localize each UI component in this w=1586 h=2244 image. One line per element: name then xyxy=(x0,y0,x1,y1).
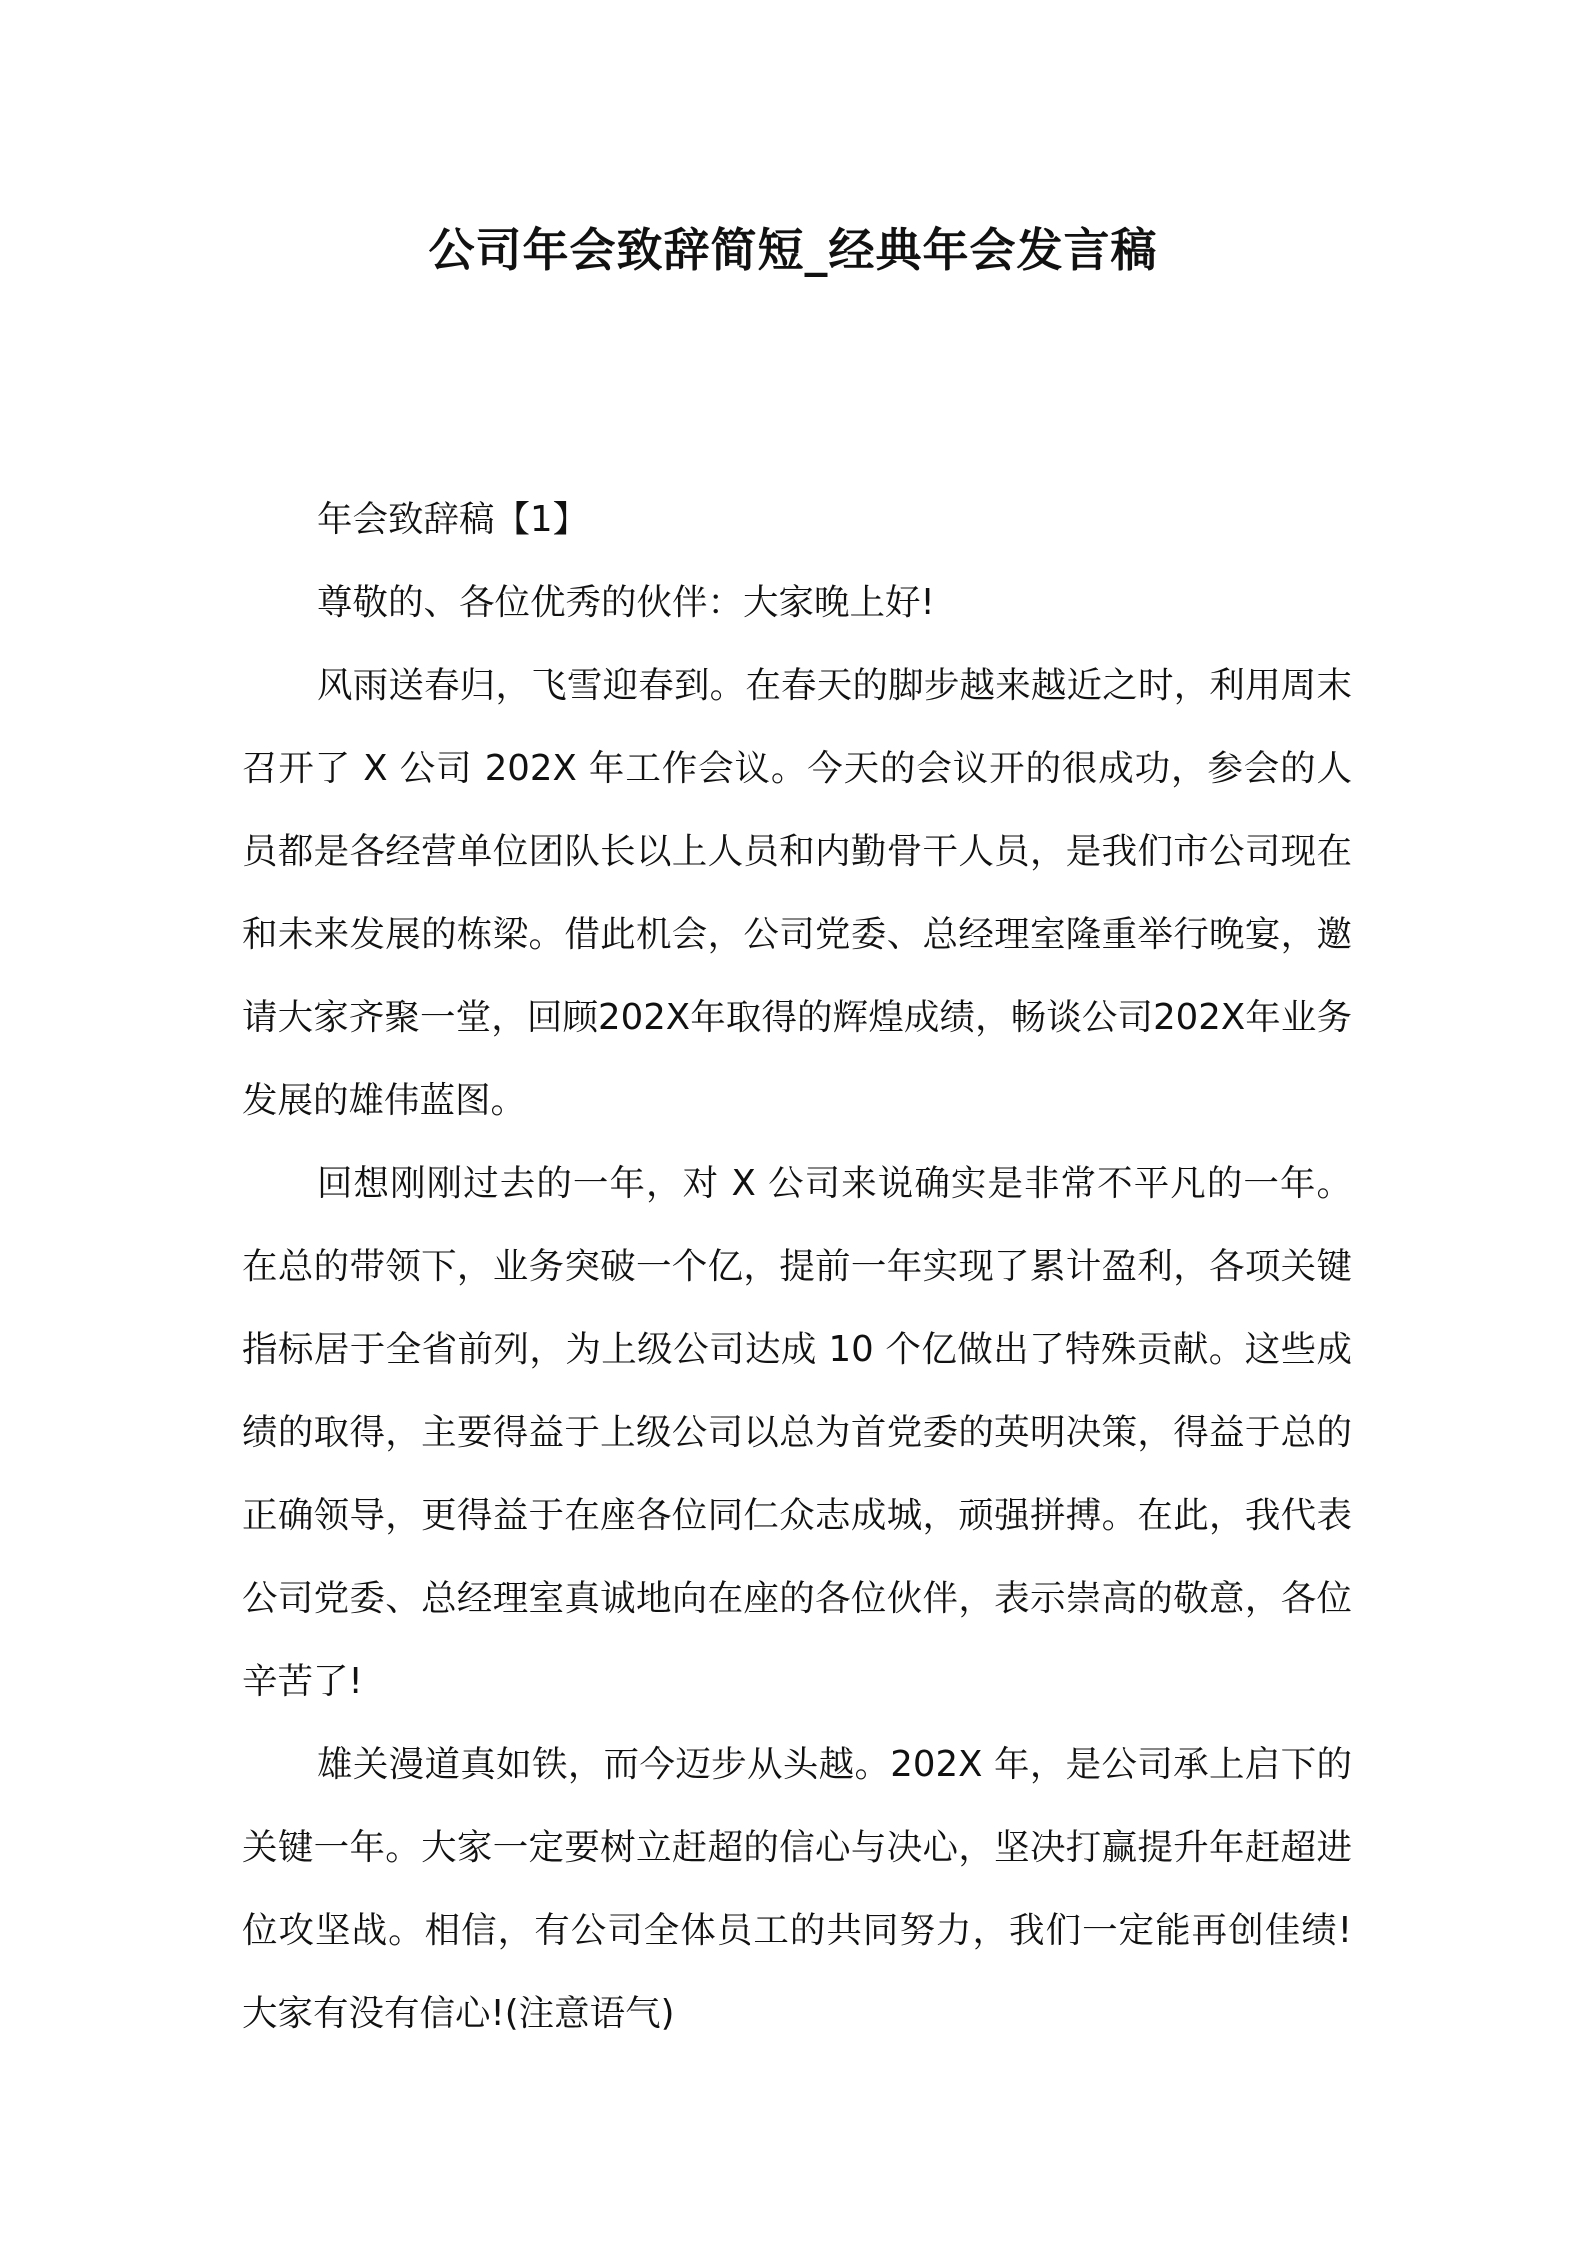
body-paragraph: 回想刚刚过去的一年，对 X 公司来说确实是非常不平凡的一年。在总的带领下，业务突破一个亿，提前一年实现了累计盈利，各项关键指标居于全省前列，为上级公司达成 10 个亿做出了特殊贡献。这些成绩的取得，主要得益于上级公司以总为首党委的英明决策，得益于总的正确领导，更得益于在座各位同仁众志成城，顽强拼搏。在此，我代表公司党委、总经理室真诚地向在座的各位伙伴，表示崇高的敬意，各位辛苦了! xyxy=(242,1163,1352,1702)
section-heading: 年会致辞稿【1】 xyxy=(317,499,589,540)
greeting-paragraph: 尊敬的、各位优秀的伙伴：大家晚上好! xyxy=(317,582,935,623)
body-paragraph: 风雨送春归，飞雪迎春到。在春天的脚步越来越近之时，利用周末召开了 X 公司 202X 年工作会议。今天的会议开的很成功，参会的人员都是各经营单位团队长以上人员和内勤骨干人员，是我们市公司现在和未来发展的栋梁。借此机会，公司党委、总经理室隆重举行晚宴，邀请大家齐聚一堂，回顾202X年取得的辉煌成绩，畅谈公司202X年业务发展的雄伟蓝图。 xyxy=(242,665,1352,1121)
document-title: 公司年会致辞简短_经典年会发言稿 xyxy=(428,223,1158,277)
body-paragraph: 雄关漫道真如铁，而今迈步从头越。202X 年，是公司承上启下的关键一年。大家一定要树立赶超的信心与决心，坚决打赢提升年赶超进位攻坚战。相信，有公司全体员工的共同努力，我们一定能再创佳绩!大家有没有信心!(注意语气) xyxy=(242,1744,1352,2034)
document-body xyxy=(242,478,1352,2055)
